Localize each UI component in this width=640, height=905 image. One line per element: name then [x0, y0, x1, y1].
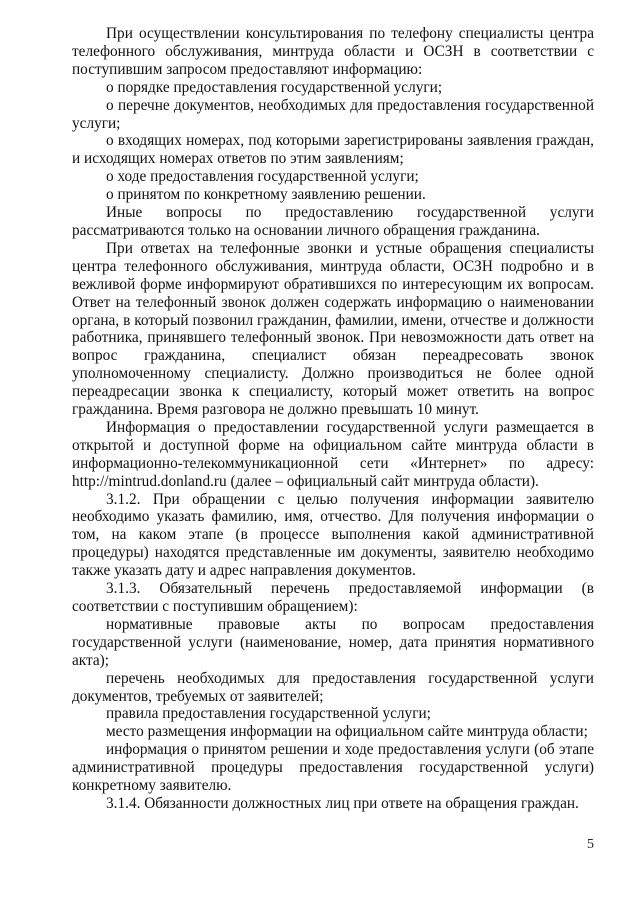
- list-item-decision: о принятом по конкретному заявлению решении.: [106, 186, 426, 204]
- paragraph-3-1-3: 3.1.3. Обязательный перечень предоставляемой информации (в соответствии с поступившим обращением):: [72, 580, 594, 615]
- list-item-incoming-numbers: о входящих номерах, под которыми зарегистрированы заявления граждан, и исходящих номерах ответов по этим заявлениям;: [72, 132, 594, 168]
- list-item-documents: о перечне документов, необходимых для предоставления государственной услуги;: [72, 96, 594, 132]
- list-item-rules: правила предоставления государственной услуги;: [106, 705, 431, 723]
- paragraph-phone-consulting: При осуществлении консультирования по телефону специалисты центра телефонного обслуживания, минтруда области и ОСЗН в соответствии с поступившим запросом предоставляют информацию:: [72, 25, 594, 78]
- paragraph-website-info: Информация о предоставлении государственной услуги размещается в открытой и доступной форме на официальном сайте минтруда области в информационно-телекоммуникационной сети «Интернет» по адресу: http://mintrud.donland.ru (далее – официальный сайт минтруда области).: [72, 418, 594, 490]
- list-item-website-location: место размещения информации на официальном сайте минтруда области;: [106, 723, 588, 741]
- paragraph-phone-answers: При ответах на телефонные звонки и устные обращения специалисты центра телефонного обслуживания, минтруда области, ОСЗН подробно и в вежливой форме информируют обратившихся по интересующим их вопросам. Ответ на телефонный звонок должен содержать информацию о наименовании органа, в который позвонил гражданин, фамилии, имени, отчестве и должности работника, принявшего телефонный звонок. При невозможности дать ответ на вопрос гражданина, специалист обязан переадресовать звонок уполномоченному специалисту. Должно производиться не более одной переадресации звонка к специалисту, который может ответить на вопрос гражданина. Время разговора не должно превышать 10 минут.: [72, 239, 594, 419]
- paragraph-3-1-4: 3.1.4. Обязанности должностных лиц при ответе на обращения граждан.: [106, 794, 579, 812]
- paragraph-other-questions: Иные вопросы по предоставлению государственной услуги рассматриваются только на основании личного обращения гражданина.: [72, 204, 594, 239]
- list-item-required-documents: перечень необходимых для предоставления государственной услуги документов, требуемых от заявителей;: [72, 669, 594, 705]
- page-number: 5: [587, 837, 594, 852]
- list-item-decision-info: информация о принятом решении и ходе предоставления услуги (об этапе административной процедуры предоставления государственной услуги) конкретному заявителю.: [72, 741, 594, 795]
- paragraph-3-1-2: 3.1.2. При обращении с целью получения информации заявителю необходимо указать фамилию, имя, отчество. Для получения информации о том, на каком этапе (в процессе выполнения какой административной процедуры) находятся представленные им документы, заявителю необходимо также указать дату и адрес направления документов.: [72, 490, 594, 580]
- list-item-procedure: о порядке предоставления государственной услуги;: [106, 78, 443, 96]
- list-item-legal-acts: нормативные правовые акты по вопросам предоставления государственной услуги (наименование, номер, дата принятия нормативного акта);: [72, 615, 594, 669]
- list-item-progress: о ходе предоставления государственной услуги;: [106, 168, 419, 186]
